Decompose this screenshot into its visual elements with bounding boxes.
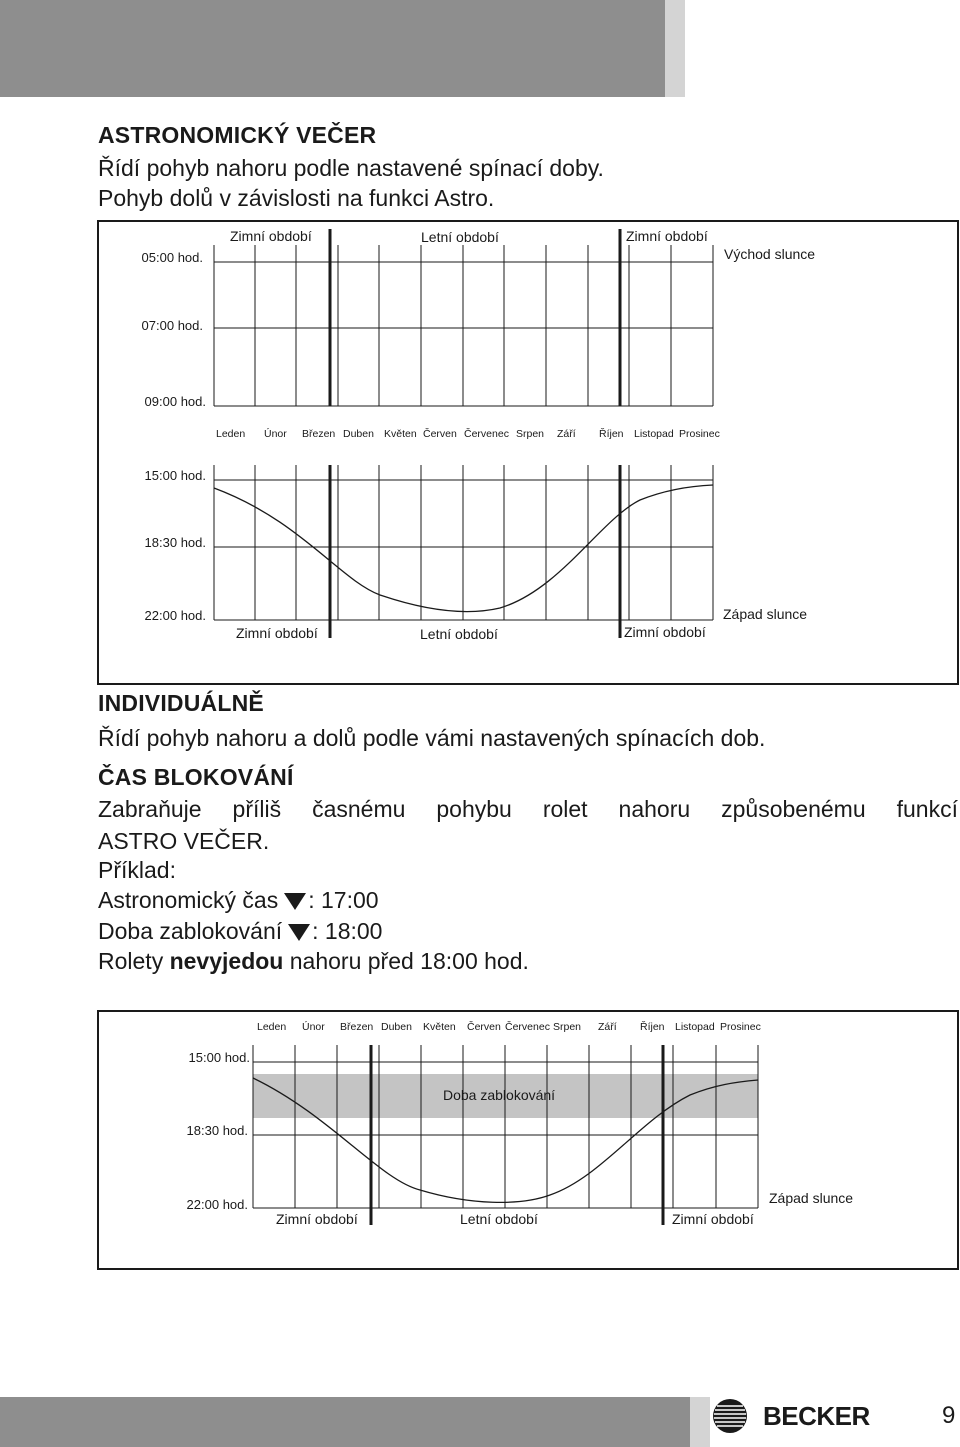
brand-name: BECKER	[763, 1401, 870, 1431]
chart1-top-season-winter-2: Zimní období	[626, 228, 708, 244]
result-suffix: nahoru před 18:00 hod.	[289, 948, 529, 974]
chart1-bottom-season-winter-1: Zimní období	[236, 625, 318, 641]
chart2-month-6: Červen	[467, 1021, 501, 1033]
chart1-month-3: Březen	[302, 428, 336, 440]
chart2-season-winter-2: Zimní období	[672, 1211, 754, 1227]
page-number: 9	[942, 1402, 956, 1429]
chart1-upper-grid	[214, 229, 713, 406]
chart1-top-season-winter-1: Zimní období	[230, 228, 312, 244]
chart1-month-6: Červen	[423, 428, 457, 440]
becker-logo-icon	[712, 1398, 748, 1434]
chart1-month-9: Září	[557, 428, 576, 440]
word: způsobenému	[721, 796, 866, 822]
chart2-grid	[253, 1045, 758, 1225]
section-title-astro: ASTRONOMICKÝ VEČER	[98, 122, 377, 148]
chart1-month-4: Duben	[343, 428, 374, 440]
chart2-time-1830: 18:30 hod.	[186, 1123, 248, 1138]
chart1-month-7: Červenec	[464, 428, 509, 440]
sunset-label: Západ slunce	[723, 606, 808, 622]
chart2-month-8: Srpen	[553, 1021, 582, 1033]
result-prefix: Rolety	[98, 948, 164, 974]
section-title-individual: INDIVIDUÁLNĚ	[98, 690, 264, 716]
chart1-month-8: Srpen	[516, 428, 545, 440]
chart1-top-season-summer: Letní období	[421, 229, 499, 245]
chart1-bottom-season-winter-2: Zimní období	[624, 624, 706, 640]
section-title-blocking: ČAS BLOKOVÁNÍ	[98, 764, 294, 790]
chart2-month-4: Duben	[381, 1021, 412, 1033]
word: pohybu	[436, 796, 512, 822]
down-arrow-icon	[288, 924, 310, 941]
word: funkcí	[896, 796, 958, 822]
result-emphasis: nevyjedou	[169, 948, 284, 974]
word: rolet	[542, 796, 588, 822]
chart2-month-5: Květen	[423, 1021, 456, 1033]
chart2-season-winter-1: Zimní období	[276, 1211, 358, 1227]
chart1-time-1830: 18:30 hod.	[144, 535, 206, 550]
chart2-month-1: Leden	[257, 1021, 287, 1033]
chart1-time-2200: 22:00 hod.	[144, 608, 206, 623]
chart2-month-2: Únor	[302, 1021, 325, 1033]
chart2-month-10: Říjen	[640, 1021, 665, 1033]
chart1-month-5: Květen	[384, 428, 417, 440]
example-astro-time	[98, 885, 379, 915]
chart1-month-1: Leden	[216, 428, 246, 440]
footer-band-accent	[690, 1397, 710, 1447]
individual-description: Řídí pohyb nahoru a dolů podle vámi nastavených spínacích dob.	[98, 725, 766, 751]
astro-time-value: : 17:00	[308, 887, 379, 913]
chart1-time-0500: 05:00 hod.	[141, 250, 203, 265]
astro-time-label: Astronomický čas	[98, 887, 279, 913]
chart2-time-2200: 22:00 hod.	[186, 1197, 248, 1212]
chart1-month-2: Únor	[264, 428, 287, 440]
blocking-description-line1	[98, 796, 958, 823]
chart2-month-7: Červenec	[505, 1021, 550, 1033]
chart2-sunset-label: Západ slunce	[769, 1190, 854, 1206]
astro-description-line2: Pohyb dolů v závislosti na funkci Astro.	[98, 185, 495, 211]
example-block-time	[98, 916, 382, 946]
chart2-month-3: Březen	[340, 1021, 374, 1033]
block-period-label: Doba zablokování	[443, 1087, 556, 1103]
block-time-value: : 18:00	[312, 918, 383, 944]
chart1-month-10: Říjen	[599, 428, 624, 440]
chart2-month-11: Listopad	[675, 1021, 715, 1033]
word: Zabraňuje	[98, 796, 202, 822]
word: nahoru	[618, 796, 691, 822]
chart1-month-11: Listopad	[634, 428, 674, 440]
chart1-time-0700: 07:00 hod.	[141, 318, 203, 333]
block-time-label: Doba zablokování	[98, 918, 283, 944]
word: příliš	[232, 796, 282, 822]
footer-band	[0, 1397, 690, 1447]
sunrise-label: Východ slunce	[724, 246, 816, 262]
chart2-season-summer: Letní období	[460, 1211, 538, 1227]
chart1-time-1500: 15:00 hod.	[144, 468, 206, 483]
chart2-month-9: Září	[598, 1021, 617, 1033]
chart1-graphics	[0, 0, 960, 700]
blocking-description-line2: ASTRO VEČER.	[98, 828, 270, 854]
down-arrow-icon	[284, 893, 306, 910]
astro-description-line1: Řídí pohyb nahoru podle nastavené spínací doby.	[98, 155, 604, 181]
chart1-bottom-season-summer: Letní období	[420, 626, 498, 642]
example-result	[98, 946, 529, 976]
word: časnému	[312, 796, 406, 822]
example-label: Příklad:	[98, 857, 176, 883]
chart2-month-12: Prosinec	[720, 1021, 761, 1033]
chart1-time-0900: 09:00 hod.	[144, 394, 206, 409]
chart1-month-12: Prosinec	[679, 428, 720, 440]
chart2-time-1500: 15:00 hod.	[188, 1050, 250, 1065]
